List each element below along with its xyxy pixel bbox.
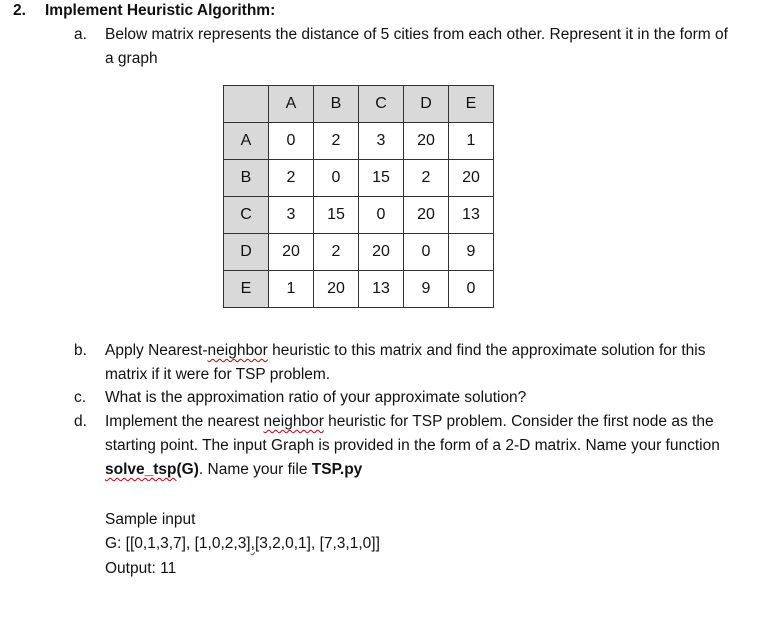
matrix-cell: 20 (359, 234, 404, 271)
sample-input-label: Sample input (105, 511, 196, 528)
part-d (74, 410, 735, 482)
part-c-text: What is the approximation ratio of your approximate solution? (105, 389, 527, 406)
row-header: E (224, 271, 269, 308)
question-number: 2. (13, 2, 26, 19)
matrix-cell: 2 (314, 234, 359, 271)
matrix-cell: 20 (404, 123, 449, 160)
matrix-cell: 0 (269, 123, 314, 160)
column-header: E (449, 86, 494, 123)
matrix-cell: 2 (269, 160, 314, 197)
matrix-corner-cell (224, 86, 269, 123)
matrix-cell: 20 (404, 197, 449, 234)
matrix-cell: 20 (449, 160, 494, 197)
matrix-cell: 1 (269, 271, 314, 308)
spellcheck-word: neighbor (207, 342, 268, 359)
matrix-cell: 2 (314, 123, 359, 160)
function-name: solve_tsp (105, 461, 177, 478)
matrix-cell: 20 (314, 271, 359, 308)
part-a-text: Below matrix represents the distance of 5 cities from each other. Represent it in the form of a graph (105, 26, 728, 67)
matrix-cell: 3 (359, 123, 404, 160)
part-b-text (105, 339, 735, 387)
row-header: B (224, 160, 269, 197)
matrix-cell: 0 (404, 234, 449, 271)
part-b-letter: b. (74, 342, 87, 359)
sample-input-suffix: [3,2,0,1], [7,3,1,0]] (254, 535, 380, 552)
part-b-pre: Apply Nearest- (105, 342, 208, 359)
function-args: (G) (176, 461, 199, 478)
matrix-cell: 0 (314, 160, 359, 197)
matrix-cell: 20 (269, 234, 314, 271)
row-header: A (224, 123, 269, 160)
part-d-post: . Name your file (198, 461, 312, 478)
part-c (74, 386, 735, 410)
part-d-pre: Implement the nearest (105, 413, 264, 430)
distance-matrix (223, 85, 494, 308)
matrix-cell: 3 (269, 197, 314, 234)
part-c-letter: c. (74, 389, 87, 406)
matrix-row (224, 123, 494, 160)
matrix-cell: 0 (359, 197, 404, 234)
sample-input-value (105, 532, 380, 556)
column-header: C (359, 86, 404, 123)
row-header: C (224, 197, 269, 234)
part-b-post: heuristic to this matrix and find the approximate solution for this matrix if it were for TSP problem. (105, 342, 706, 383)
matrix-cell: 2 (404, 160, 449, 197)
part-d-text (105, 410, 735, 482)
spellcheck-word: neighbor (263, 413, 324, 430)
matrix-row (224, 160, 494, 197)
file-name: TSP.py (311, 461, 363, 478)
matrix-cell: 15 (359, 160, 404, 197)
question-title: Implement Heuristic Algorithm: (45, 2, 276, 19)
column-header: A (269, 86, 314, 123)
matrix-row (224, 234, 494, 271)
matrix-cell: 15 (314, 197, 359, 234)
part-a (74, 23, 735, 71)
row-header: D (224, 234, 269, 271)
part-d-letter: d. (74, 413, 87, 430)
matrix-cell: 1 (449, 123, 494, 160)
sample-input-prefix: G: [[0,1,3,7], [1,0,2,3] (105, 535, 251, 552)
part-b (74, 339, 735, 387)
matrix-row (224, 271, 494, 308)
matrix-row (224, 197, 494, 234)
question-heading (13, 2, 275, 20)
column-header: D (404, 86, 449, 123)
sample-output: Output: 11 (105, 560, 177, 577)
matrix-cell: 13 (359, 271, 404, 308)
matrix-header-row (224, 86, 494, 123)
grammar-mark: , (250, 535, 255, 552)
column-header: B (314, 86, 359, 123)
matrix-cell: 9 (404, 271, 449, 308)
matrix-cell: 0 (449, 271, 494, 308)
matrix-cell: 13 (449, 197, 494, 234)
part-d-mid: heuristic for TSP problem. Consider the first node as the starting point. The input Graph is provided in the form of a 2-D matrix. Name your function (105, 413, 720, 454)
matrix-cell: 9 (449, 234, 494, 271)
part-a-letter: a. (74, 26, 87, 43)
